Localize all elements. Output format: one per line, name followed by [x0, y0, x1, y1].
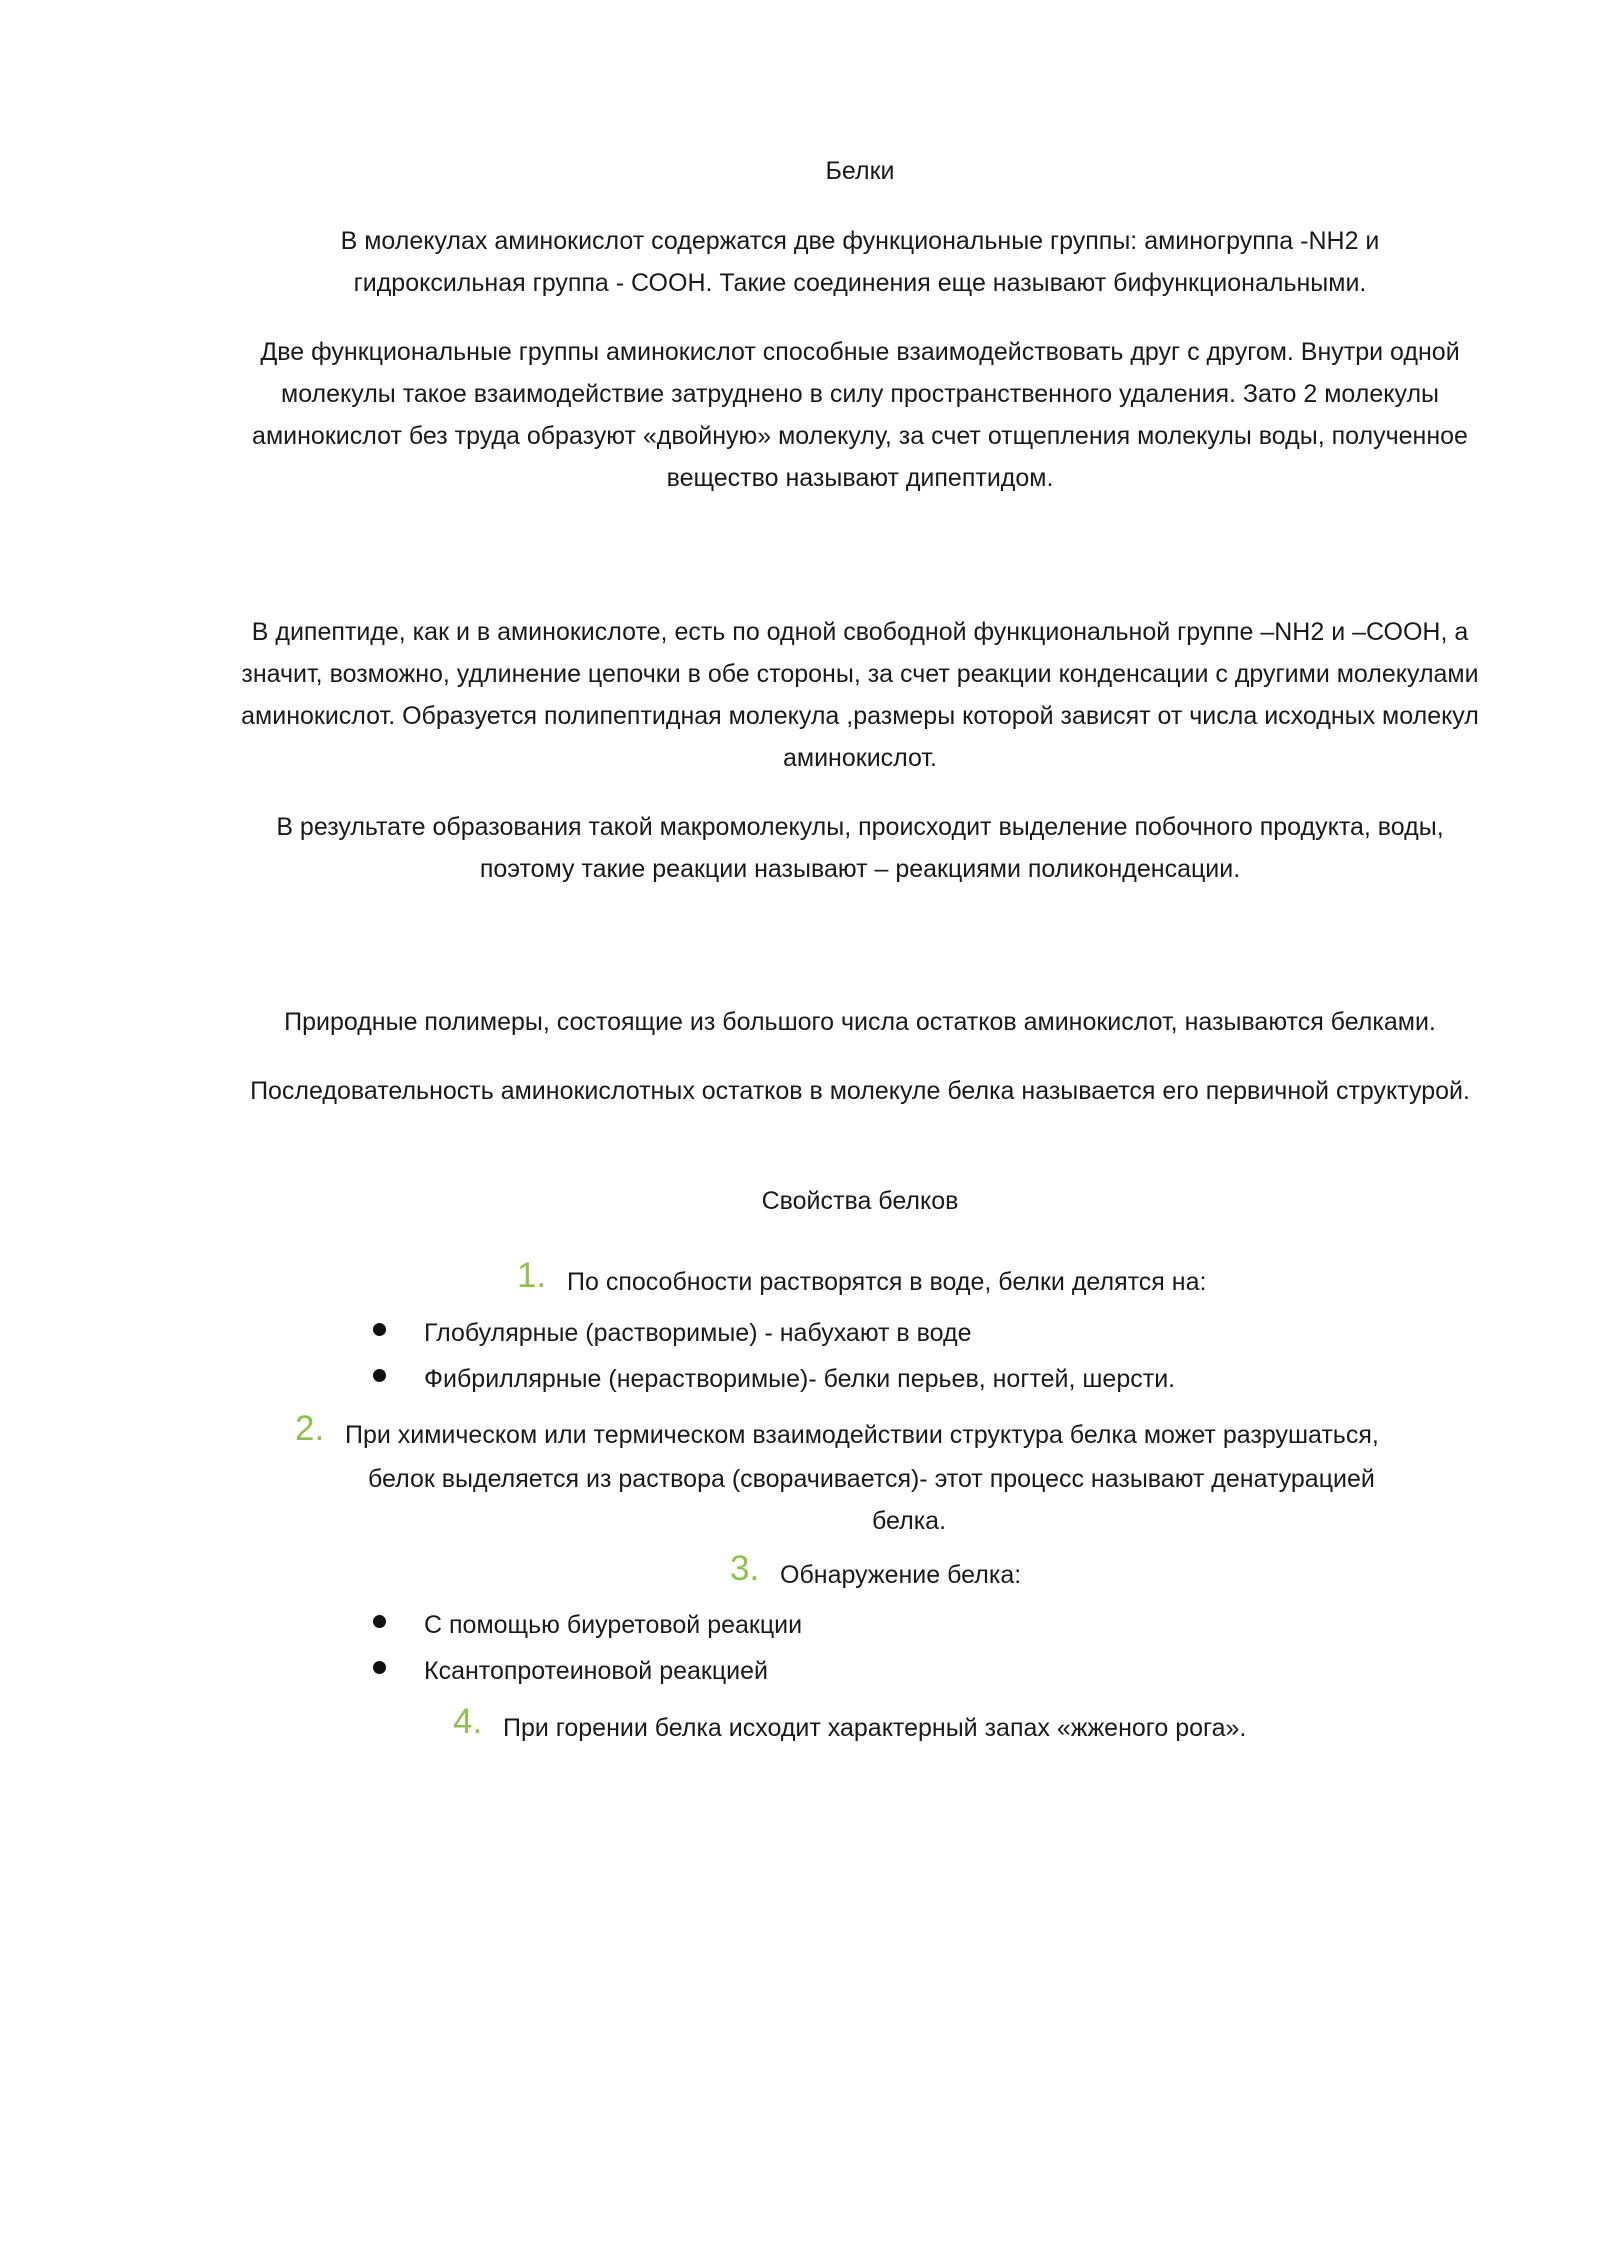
- bullet-icon: [373, 1369, 386, 1382]
- page-title: Белки: [825, 157, 895, 185]
- bullet-item: Фибриллярные (нерастворимые)- белки перьев, ногтей, шерсти.: [424, 1365, 1176, 1393]
- bullet-icon: [373, 1615, 386, 1628]
- list-number-1: 1.: [517, 1256, 547, 1295]
- list-item-1-text: По способности растворятся в воде, белки делятся на:: [567, 1268, 1207, 1296]
- list-item-3-text: Обнаружение белка:: [780, 1561, 1022, 1589]
- list-number-4: 4.: [453, 1702, 483, 1741]
- paragraph-2: Две функциональные группы аминокислот способные взаимодействовать друг с другом. Внутри одной молекулы такое взаимодействие затруднено в силу пространственного удаления. Зато 2 молекулы аминокислот без труда образуют «двойную» молекулу, за счет отщепления молекулы воды, полученное вещество называют дипептидом.: [252, 338, 1468, 492]
- list-number-3: 3.: [730, 1549, 760, 1588]
- bullet-item: Глобулярные (растворимые) - набухают в воде: [424, 1319, 972, 1347]
- bullet-icon: [373, 1661, 386, 1674]
- paragraph-4: В результате образования такой макромолекулы, происходит выделение побочного продукта, воды, поэтому такие реакции называют – реакциями поликонденсации.: [276, 813, 1444, 883]
- bullet-item: Ксантопротеиновой реакцией: [424, 1657, 769, 1685]
- list-number-2: 2.: [295, 1409, 325, 1448]
- bullet-item: С помощью биуретовой реакции: [424, 1611, 803, 1639]
- list-item-2-line-2: белок выделяется из раствора (сворачивается)- этот процесс называют денатурацией: [368, 1465, 1375, 1493]
- bullet-icon: [373, 1323, 386, 1336]
- list-item-4-text: При горении белка исходит характерный запах «жженого рога».: [503, 1714, 1247, 1742]
- section-subtitle: Свойства белков: [761, 1187, 959, 1215]
- list-item-2-line-1: При химическом или термическом взаимодействии структура белка может разрушаться,: [345, 1421, 1379, 1449]
- paragraph-5: Природные полимеры, состоящие из большого числа остатков аминокислот, называются белками.: [284, 1008, 1436, 1036]
- paragraph-6: Последовательность аминокислотных остатков в молекуле белка называется его первичной структурой.: [250, 1077, 1470, 1105]
- paragraph-3: В дипептиде, как и в аминокислоте, есть по одной свободной функциональной группе –NH2 и –СООН, а значит, возможно, удлинение цепочки в обе стороны, за счет реакции конденсации с другими молекулами аминокислот. Образуется полипептидная молекула ,размеры которой зависят от числа исходных молекул аминокислот.: [241, 618, 1479, 772]
- paragraph-1: В молекулах аминокислот содержатся две функциональные группы: аминогруппа -NH2 и гидроксильная группа - СООН. Такие соединения еще называют бифункциональными.: [340, 227, 1380, 297]
- list-item-2-line-3: белка.: [872, 1507, 947, 1535]
